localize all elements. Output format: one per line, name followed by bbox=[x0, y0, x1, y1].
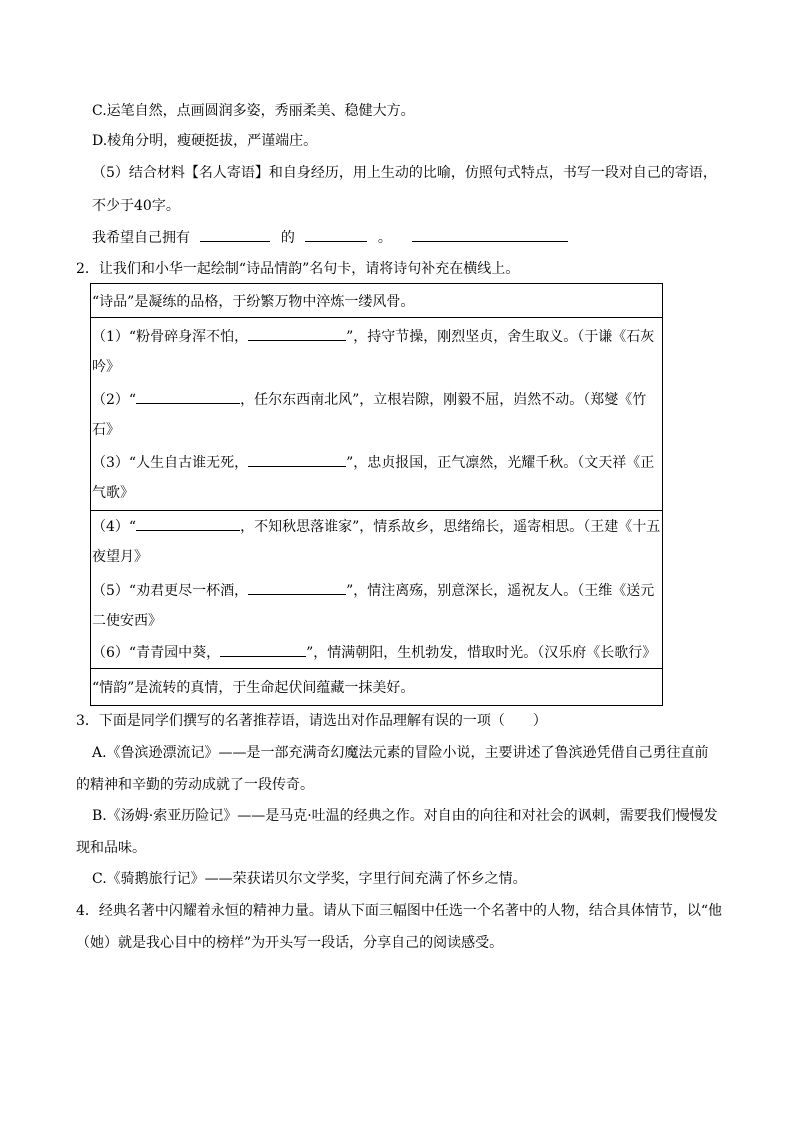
answer-blank[interactable] bbox=[248, 580, 346, 595]
question-3-option-a-continued: 的精神和辛勤的劳动成就了一段传奇。 bbox=[76, 777, 314, 793]
poem-item-3: （3）“人生自古谁无死， ”，忠贞报国，正气凛然，光耀千秋。（文天祥《正 bbox=[92, 452, 654, 473]
answer-blank[interactable] bbox=[220, 642, 306, 657]
wish-prefix: 我希望自己拥有 bbox=[92, 230, 190, 246]
card-divider bbox=[91, 510, 662, 511]
question-4-text: 4．经典名著中闪耀着永恒的精神力量。请从下面三幅图中任选一个名著中的人物，结合具体情节，以“他 bbox=[76, 903, 723, 919]
answer-blank[interactable] bbox=[412, 227, 568, 242]
question-3-option-c: C.《骑鹅旅行记》——荣获诺贝尔文学奖，字里行间充满了怀乡之情。 bbox=[92, 871, 527, 887]
poem-item-2-continued: 石》 bbox=[92, 422, 120, 438]
question-3-option-a: A.《鲁滨逊漂流记》——是一部充满奇幻魔法元素的冒险小说，主要讲述了鲁滨逊凭借自己勇往直前 bbox=[92, 745, 709, 761]
question-3-option-b: B.《汤姆·索亚历险记》——是马克·吐温的经典之作。对自由的向往和对社会的讽刺，需要我们慢慢发 bbox=[92, 808, 718, 824]
option-d-text: D.棱角分明，瘦硬挺拔，严谨端庄。 bbox=[92, 133, 318, 149]
answer-blank[interactable] bbox=[248, 452, 346, 467]
option-c-text: C.运笔自然，点画圆润多姿，秀丽柔美、稳健大方。 bbox=[92, 103, 415, 119]
answer-blank[interactable] bbox=[248, 326, 346, 341]
poem-item-6: （6）“青青园中葵， ”，情满朝阳，生机勃发，惜取时光。（汉乐府《长歌行》 bbox=[92, 642, 656, 663]
poem-item-3-continued: 气歌》 bbox=[92, 485, 134, 501]
poem-item-4-continued: 夜望月》 bbox=[92, 549, 148, 565]
question-4-text-continued: （她）就是我心目中的榜样”为开头写一段话，分享自己的阅读感受。 bbox=[76, 935, 504, 951]
wish-end: 。 bbox=[377, 230, 392, 246]
question-5-text: （5）结合材料【名人寄语】和自身经历，用上生动的比喻，仿照句式特点，书写一段对自己的寄语， bbox=[92, 165, 717, 181]
card-header: “诗品”是凝练的品格，于纷繁万物中淬炼一缕风骨。 bbox=[92, 294, 415, 310]
question-2-stem: 2．让我们和小华一起绘制“诗品情韵”名句卡，请将诗句补充在横线上。 bbox=[76, 261, 520, 277]
poem-item-2: （2）“ ，任尔东西南北风”，立根岩隙，刚毅不屈，岿然不动。（郑燮《竹 bbox=[92, 389, 646, 410]
wish-sentence bbox=[92, 227, 568, 248]
answer-blank[interactable] bbox=[305, 227, 367, 242]
answer-blank[interactable] bbox=[136, 389, 240, 404]
wish-mid: 的 bbox=[280, 230, 295, 246]
question-3-stem: 3．下面是同学们撰写的名著推荐语，请选出对作品理解有误的一项（ ） bbox=[76, 713, 547, 729]
card-divider bbox=[91, 668, 662, 669]
poem-item-4: （4）“ ，不知秋思落谁家”，情系故乡，思绪绵长，遥寄相思。（王建《十五 bbox=[92, 516, 660, 537]
poem-item-5: （5）“劝君更尽一杯酒， ”，情注离殇，别意深长，遥祝友人。（王维《送元 bbox=[92, 580, 654, 601]
answer-blank[interactable] bbox=[136, 516, 240, 531]
card-divider bbox=[91, 317, 662, 318]
poem-item-1-continued: 吟》 bbox=[92, 359, 120, 375]
answer-blank[interactable] bbox=[200, 227, 270, 242]
card-footer: “情韵”是流转的真情，于生命起伏间蕴藏一抹美好。 bbox=[92, 680, 415, 696]
poem-item-1: （1）“粉骨碎身浑不怕， ”，持守节操，刚烈坚贞，舍生取义。（于谦《石灰 bbox=[92, 326, 654, 347]
poem-item-5-continued: 二使安西》 bbox=[92, 613, 162, 629]
question-5-text-continued: 不少于40字。 bbox=[92, 198, 180, 214]
question-3-option-b-continued: 现和品味。 bbox=[76, 840, 146, 856]
